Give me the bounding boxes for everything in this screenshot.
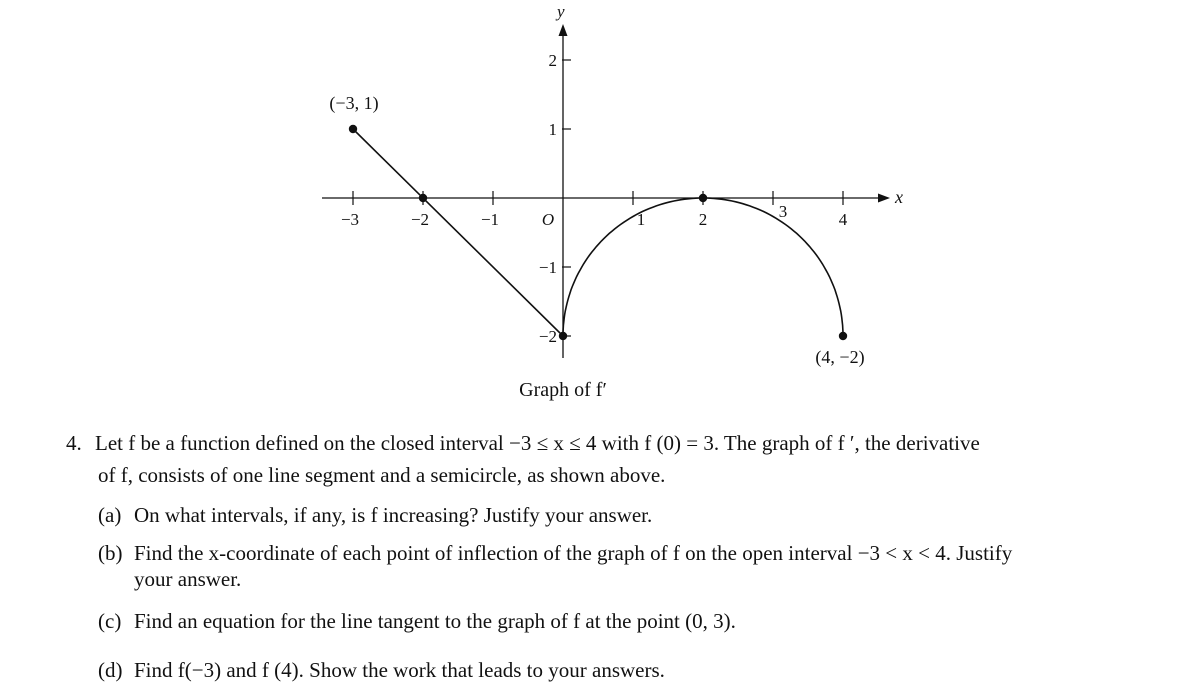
x-tick-label: 2 (698, 210, 708, 229)
x-tick-label: 3 (778, 202, 788, 221)
marked-point (839, 332, 847, 340)
part-b-label: (b) (98, 541, 123, 565)
y-axis-label: y (557, 2, 565, 21)
part-a-label: (a) (98, 503, 122, 527)
chart-caption: Graph of f′ (519, 379, 607, 401)
line-segment (353, 129, 563, 336)
marked-point (349, 125, 357, 133)
y-axis-arrow (559, 24, 568, 36)
marked-point (559, 332, 567, 340)
problem-intro-line2: of f, consists of one line segment and a semicircle, as shown above. (98, 463, 666, 487)
part-b-text-cont: your answer. (134, 567, 242, 591)
part-a-text: On what intervals, if any, is f increasing? Justify your answer. (134, 503, 653, 527)
problem-intro-text: Let f be a function defined on the closed interval −3 ≤ x ≤ 4 with f (0) = 3. The graph of f ′, the derivative (95, 431, 980, 455)
x-tick-label: −2 (410, 210, 430, 229)
axes (322, 24, 890, 358)
marked-points (349, 125, 847, 340)
part-c-label: (c) (98, 609, 122, 633)
problem-intro-line1 (66, 428, 980, 458)
x-tick-label: −1 (480, 210, 500, 229)
y-tick-label: 1 (548, 120, 557, 139)
point-annotation: (−3, 1) (329, 93, 379, 113)
part-b-text: Find the x-coordinate of each point of inflection of the graph of f on the open interval −3 < x < 4. Justify (134, 541, 1013, 565)
part-d-text: Find f(−3) and f (4). Show the work that leads to your answers. (134, 658, 665, 682)
x-tick-label: 4 (838, 210, 848, 229)
y-tick-label: 2 (548, 51, 557, 70)
x-tick-label: 1 (636, 210, 646, 229)
y-tick-label: −1 (538, 258, 557, 277)
problem-number: 4. (66, 431, 82, 455)
x-tick-label: O (541, 210, 555, 229)
part-d-label: (d) (98, 658, 123, 682)
curves (353, 129, 843, 336)
chart-labels (329, 2, 903, 401)
y-tick-label: −2 (538, 327, 557, 346)
point-annotation: (4, −2) (815, 347, 865, 367)
x-axis-label: x (895, 187, 903, 207)
x-tick-label: −3 (340, 210, 360, 229)
x-axis-arrow (878, 194, 890, 203)
marked-point (419, 194, 427, 202)
marked-point (699, 194, 707, 202)
part-c-text: Find an equation for the line tangent to the graph of f at the point (0, 3). (134, 609, 736, 633)
